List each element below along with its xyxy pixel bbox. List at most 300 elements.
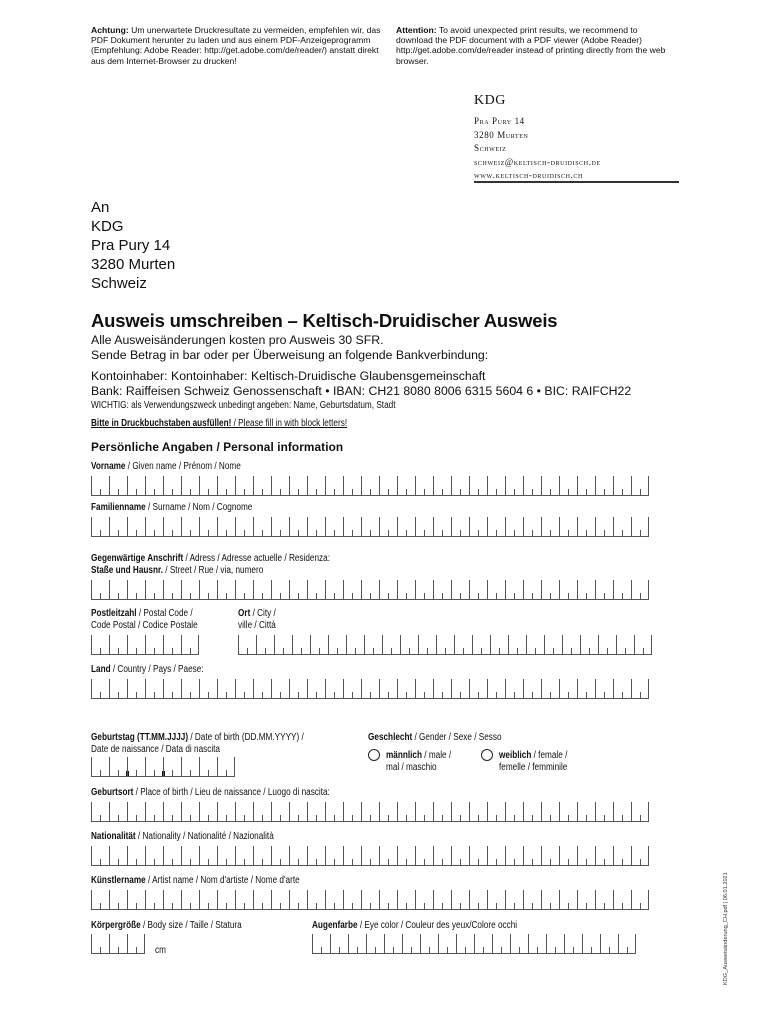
letter-box[interactable] — [235, 890, 253, 910]
letter-box[interactable] — [361, 679, 379, 699]
letter-box[interactable] — [199, 757, 217, 777]
letter-box[interactable] — [307, 476, 325, 496]
letter-box[interactable] — [163, 679, 181, 699]
gender-female-radio[interactable] — [481, 749, 493, 761]
letter-box[interactable] — [544, 635, 562, 655]
letter-box[interactable] — [379, 580, 397, 600]
letter-box[interactable] — [109, 580, 127, 600]
letter-box[interactable] — [109, 890, 127, 910]
letter-box[interactable] — [127, 679, 145, 699]
letter-box[interactable] — [217, 890, 235, 910]
letter-box[interactable] — [366, 934, 384, 954]
letter-box[interactable] — [577, 476, 595, 496]
letter-box[interactable] — [325, 890, 343, 910]
letter-box[interactable] — [109, 802, 127, 822]
letter-box[interactable] — [508, 635, 526, 655]
letter-box[interactable] — [559, 580, 577, 600]
letter-box[interactable] — [505, 802, 523, 822]
letter-box[interactable] — [163, 635, 181, 655]
letter-box[interactable] — [91, 476, 109, 496]
letter-box[interactable] — [595, 580, 613, 600]
letter-box[interactable] — [127, 476, 145, 496]
letter-box[interactable] — [469, 802, 487, 822]
letter-box[interactable] — [91, 890, 109, 910]
letter-box[interactable] — [433, 679, 451, 699]
letter-box[interactable] — [127, 517, 145, 537]
letter-box[interactable] — [559, 802, 577, 822]
label-bold: Geschlecht — [368, 732, 413, 743]
letter-box[interactable] — [325, 476, 343, 496]
recipient-line: Pra Pury 14 — [91, 237, 171, 254]
letter-box[interactable] — [595, 890, 613, 910]
letter-box[interactable] — [235, 580, 253, 600]
letter-box[interactable] — [541, 846, 559, 866]
letter-box[interactable] — [235, 802, 253, 822]
letter-box[interactable] — [487, 476, 505, 496]
letter-box[interactable] — [145, 757, 163, 777]
letter-box[interactable] — [343, 580, 361, 600]
letter-box[interactable] — [559, 890, 577, 910]
country-boxes[interactable] — [91, 679, 649, 699]
letter-box[interactable] — [613, 802, 631, 822]
letter-box[interactable] — [271, 679, 289, 699]
letter-box[interactable] — [397, 890, 415, 910]
letter-box[interactable] — [469, 580, 487, 600]
letter-box[interactable] — [505, 890, 523, 910]
letter-box[interactable] — [523, 679, 541, 699]
letter-box[interactable] — [325, 580, 343, 600]
letter-box[interactable] — [474, 934, 492, 954]
letter-box[interactable] — [559, 679, 577, 699]
letter-box[interactable] — [91, 679, 109, 699]
letter-box[interactable] — [145, 846, 163, 866]
given-name-boxes[interactable] — [91, 476, 649, 496]
letter-box[interactable] — [415, 476, 433, 496]
letter-box[interactable] — [91, 635, 109, 655]
letter-box[interactable] — [127, 757, 145, 777]
letter-box[interactable] — [613, 580, 631, 600]
letter-box[interactable] — [433, 846, 451, 866]
letter-box[interactable] — [217, 580, 235, 600]
letter-box[interactable] — [127, 802, 145, 822]
letter-box[interactable] — [307, 517, 325, 537]
letter-box[interactable] — [456, 934, 474, 954]
letter-box[interactable] — [127, 580, 145, 600]
letter-box[interactable] — [577, 580, 595, 600]
letter-box[interactable] — [181, 802, 199, 822]
letter-box[interactable] — [595, 517, 613, 537]
letter-box[interactable] — [145, 679, 163, 699]
letter-box[interactable] — [631, 517, 649, 537]
letter-box[interactable] — [420, 934, 438, 954]
label-bold: Gegenwärtige Anschrift — [91, 553, 184, 564]
dob-boxes[interactable] — [91, 757, 235, 777]
letter-box[interactable] — [109, 476, 127, 496]
notice-german — [91, 25, 381, 66]
gender-label — [368, 732, 502, 744]
letter-box[interactable] — [487, 580, 505, 600]
letter-box[interactable] — [271, 846, 289, 866]
letter-box[interactable] — [577, 890, 595, 910]
important-note: WICHTIG: als Verwendungszweck unbedingt angeben: Name, Geburtsdatum, Stadt — [91, 400, 396, 411]
artist-name-boxes[interactable] — [91, 890, 649, 910]
letter-box[interactable] — [487, 517, 505, 537]
letter-box[interactable] — [382, 635, 400, 655]
letter-box[interactable] — [451, 476, 469, 496]
letter-box[interactable] — [559, 846, 577, 866]
letter-box[interactable] — [582, 934, 600, 954]
letter-box[interactable] — [127, 934, 145, 954]
letter-box[interactable] — [109, 679, 127, 699]
letter-box[interactable] — [289, 802, 307, 822]
letter-box[interactable] — [235, 517, 253, 537]
letter-box[interactable] — [235, 679, 253, 699]
letter-box[interactable] — [415, 802, 433, 822]
letter-box[interactable] — [510, 934, 528, 954]
letter-box[interactable] — [109, 757, 127, 777]
letter-box[interactable] — [487, 802, 505, 822]
letter-box[interactable] — [526, 635, 544, 655]
letter-box[interactable] — [253, 846, 271, 866]
letter-box[interactable] — [181, 517, 199, 537]
letter-box[interactable] — [433, 476, 451, 496]
letter-box[interactable] — [307, 679, 325, 699]
letter-box[interactable] — [127, 846, 145, 866]
letter-box[interactable] — [217, 846, 235, 866]
letter-box[interactable] — [310, 635, 328, 655]
letter-box[interactable] — [91, 580, 109, 600]
letter-box[interactable] — [343, 890, 361, 910]
letter-box[interactable] — [415, 846, 433, 866]
letter-box[interactable] — [400, 635, 418, 655]
letter-box[interactable] — [523, 517, 541, 537]
letter-box[interactable] — [238, 635, 256, 655]
letter-box[interactable] — [618, 934, 636, 954]
letter-box[interactable] — [451, 517, 469, 537]
letter-box[interactable] — [343, 802, 361, 822]
letter-box[interactable] — [451, 802, 469, 822]
letter-box[interactable] — [634, 635, 652, 655]
letter-box[interactable] — [631, 476, 649, 496]
street-boxes[interactable] — [91, 580, 649, 600]
letter-box[interactable] — [580, 635, 598, 655]
street-label — [91, 565, 263, 577]
letter-box[interactable] — [253, 890, 271, 910]
letter-box[interactable] — [271, 802, 289, 822]
letter-box[interactable] — [361, 802, 379, 822]
birthplace-boxes[interactable] — [91, 802, 649, 822]
letter-box[interactable] — [595, 476, 613, 496]
letter-box[interactable] — [397, 802, 415, 822]
letter-box[interactable] — [109, 635, 127, 655]
letter-box[interactable] — [631, 846, 649, 866]
letter-box[interactable] — [469, 846, 487, 866]
letter-box[interactable] — [397, 476, 415, 496]
letter-box[interactable] — [271, 517, 289, 537]
gender-male-radio[interactable] — [368, 749, 380, 761]
letter-box[interactable] — [384, 934, 402, 954]
letter-box[interactable] — [361, 476, 379, 496]
surname-boxes[interactable] — [91, 517, 649, 537]
letter-box[interactable] — [469, 476, 487, 496]
letter-box[interactable] — [217, 517, 235, 537]
letter-box[interactable] — [541, 580, 559, 600]
letter-box[interactable] — [451, 580, 469, 600]
letter-box[interactable] — [613, 890, 631, 910]
letter-box[interactable] — [163, 802, 181, 822]
letter-box[interactable] — [217, 476, 235, 496]
letter-box[interactable] — [325, 846, 343, 866]
letter-box[interactable] — [145, 802, 163, 822]
letter-box[interactable] — [343, 679, 361, 699]
letter-box[interactable] — [523, 476, 541, 496]
letter-box[interactable] — [402, 934, 420, 954]
letter-box[interactable] — [418, 635, 436, 655]
letter-box[interactable] — [145, 635, 163, 655]
letter-box[interactable] — [397, 846, 415, 866]
letter-box[interactable] — [109, 517, 127, 537]
nationality-boxes[interactable] — [91, 846, 649, 866]
letter-box[interactable] — [307, 802, 325, 822]
letter-box[interactable] — [487, 846, 505, 866]
letter-box[interactable] — [253, 517, 271, 537]
letter-box[interactable] — [595, 846, 613, 866]
letter-box[interactable] — [541, 890, 559, 910]
letter-box[interactable] — [181, 679, 199, 699]
letter-box[interactable] — [541, 802, 559, 822]
letter-box[interactable] — [325, 802, 343, 822]
letter-box[interactable] — [181, 890, 199, 910]
letter-box[interactable] — [364, 635, 382, 655]
letter-box[interactable] — [235, 476, 253, 496]
eye-color-boxes[interactable] — [312, 934, 636, 954]
letter-box[interactable] — [490, 635, 508, 655]
letter-box[interactable] — [91, 802, 109, 822]
letter-box[interactable] — [181, 846, 199, 866]
letter-box[interactable] — [163, 757, 181, 777]
letter-box[interactable] — [379, 517, 397, 537]
letter-box[interactable] — [577, 846, 595, 866]
letter-box[interactable] — [469, 679, 487, 699]
letter-box[interactable] — [379, 679, 397, 699]
letter-box[interactable] — [379, 802, 397, 822]
letter-box[interactable] — [469, 890, 487, 910]
letter-box[interactable] — [256, 635, 274, 655]
letter-box[interactable] — [330, 934, 348, 954]
letter-box[interactable] — [379, 846, 397, 866]
letter-box[interactable] — [271, 890, 289, 910]
letter-box[interactable] — [379, 476, 397, 496]
letter-box[interactable] — [505, 679, 523, 699]
letter-box[interactable] — [613, 476, 631, 496]
letter-box[interactable] — [348, 934, 366, 954]
letter-box[interactable] — [631, 890, 649, 910]
letter-box[interactable] — [235, 846, 253, 866]
postal-code-boxes[interactable] — [91, 635, 199, 655]
letter-box[interactable] — [541, 517, 559, 537]
letter-box[interactable] — [528, 934, 546, 954]
letter-box[interactable] — [199, 580, 217, 600]
letter-box[interactable] — [199, 517, 217, 537]
letter-box[interactable] — [91, 846, 109, 866]
letter-box[interactable] — [546, 934, 564, 954]
letter-box[interactable] — [181, 757, 199, 777]
letter-box[interactable] — [325, 679, 343, 699]
letter-box[interactable] — [217, 802, 235, 822]
letter-box[interactable] — [253, 679, 271, 699]
letter-box[interactable] — [145, 517, 163, 537]
letter-box[interactable] — [91, 934, 109, 954]
letter-box[interactable] — [451, 890, 469, 910]
letter-box[interactable] — [523, 802, 541, 822]
letter-box[interactable] — [361, 846, 379, 866]
letter-box[interactable] — [505, 476, 523, 496]
letter-box[interactable] — [415, 679, 433, 699]
letter-box[interactable] — [415, 580, 433, 600]
letter-box[interactable] — [289, 679, 307, 699]
letter-box[interactable] — [631, 802, 649, 822]
label-rest: / Date of birth (DD.MM.YYYY) / — [188, 732, 304, 743]
letter-box[interactable] — [451, 679, 469, 699]
letter-box[interactable] — [253, 476, 271, 496]
letter-box[interactable] — [307, 580, 325, 600]
letter-box[interactable] — [577, 802, 595, 822]
letter-box[interactable] — [523, 846, 541, 866]
letter-box[interactable] — [562, 635, 580, 655]
letter-box[interactable] — [343, 517, 361, 537]
letter-box[interactable] — [564, 934, 582, 954]
letter-box[interactable] — [361, 580, 379, 600]
letter-box[interactable] — [289, 517, 307, 537]
letter-box[interactable] — [595, 802, 613, 822]
letter-box[interactable] — [397, 517, 415, 537]
letter-box[interactable] — [523, 890, 541, 910]
letter-box[interactable] — [505, 846, 523, 866]
letter-box[interactable] — [415, 890, 433, 910]
letter-box[interactable] — [397, 679, 415, 699]
letter-box[interactable] — [91, 517, 109, 537]
letter-box[interactable] — [289, 476, 307, 496]
letter-box[interactable] — [292, 635, 310, 655]
letter-box[interactable] — [469, 517, 487, 537]
block-letters-rest: / Please fill in with block letters! — [231, 418, 348, 429]
letter-box[interactable] — [181, 476, 199, 496]
letter-box[interactable] — [559, 517, 577, 537]
letter-box[interactable] — [600, 934, 618, 954]
letter-box[interactable] — [433, 517, 451, 537]
letter-box[interactable] — [433, 890, 451, 910]
letter-box[interactable] — [307, 846, 325, 866]
letter-box[interactable] — [598, 635, 616, 655]
letter-box[interactable] — [199, 890, 217, 910]
letter-box[interactable] — [454, 635, 472, 655]
letter-box[interactable] — [361, 517, 379, 537]
letter-box[interactable] — [438, 934, 456, 954]
letter-box[interactable] — [127, 890, 145, 910]
letter-box[interactable] — [343, 846, 361, 866]
letter-box[interactable] — [451, 846, 469, 866]
letter-box[interactable] — [577, 517, 595, 537]
letter-box[interactable] — [415, 517, 433, 537]
letter-box[interactable] — [559, 476, 577, 496]
letter-box[interactable] — [307, 890, 325, 910]
letter-box[interactable] — [289, 890, 307, 910]
letter-box[interactable] — [163, 517, 181, 537]
letter-box[interactable] — [127, 635, 145, 655]
height-boxes[interactable] — [91, 934, 145, 954]
letter-box[interactable] — [181, 580, 199, 600]
letter-box[interactable] — [217, 679, 235, 699]
letter-box[interactable] — [631, 580, 649, 600]
letter-box[interactable] — [274, 635, 292, 655]
letter-box[interactable] — [145, 890, 163, 910]
letter-box[interactable] — [163, 580, 181, 600]
letter-box[interactable] — [289, 580, 307, 600]
letter-box[interactable] — [253, 580, 271, 600]
letter-box[interactable] — [163, 890, 181, 910]
letter-box[interactable] — [163, 476, 181, 496]
letter-box[interactable] — [505, 517, 523, 537]
letter-box[interactable] — [163, 846, 181, 866]
letter-box[interactable] — [433, 802, 451, 822]
letter-box[interactable] — [436, 635, 454, 655]
letter-box[interactable] — [523, 580, 541, 600]
letter-box[interactable] — [472, 635, 490, 655]
letter-box[interactable] — [346, 635, 364, 655]
letter-box[interactable] — [199, 476, 217, 496]
letter-box[interactable] — [199, 679, 217, 699]
letter-box[interactable] — [541, 476, 559, 496]
letter-box[interactable] — [199, 802, 217, 822]
letter-box[interactable] — [181, 635, 199, 655]
letter-box[interactable] — [145, 580, 163, 600]
letter-box[interactable] — [217, 757, 235, 777]
letter-box[interactable] — [613, 679, 631, 699]
letter-box[interactable] — [109, 846, 127, 866]
letter-box[interactable] — [91, 757, 109, 777]
letter-box[interactable] — [577, 679, 595, 699]
letter-box[interactable] — [487, 890, 505, 910]
letter-box[interactable] — [361, 890, 379, 910]
sender-country: Schweiz — [474, 143, 507, 154]
letter-box[interactable] — [145, 476, 163, 496]
letter-box[interactable] — [253, 802, 271, 822]
letter-box[interactable] — [271, 580, 289, 600]
letter-box[interactable] — [613, 517, 631, 537]
label-rest: / City / — [250, 608, 276, 619]
letter-box[interactable] — [492, 934, 510, 954]
letter-box[interactable] — [325, 517, 343, 537]
city-boxes[interactable] — [238, 635, 652, 655]
letter-box[interactable] — [631, 679, 649, 699]
letter-box[interactable] — [487, 679, 505, 699]
letter-box[interactable] — [616, 635, 634, 655]
letter-box[interactable] — [343, 476, 361, 496]
letter-box[interactable] — [312, 934, 330, 954]
letter-box[interactable] — [109, 934, 127, 954]
letter-box[interactable] — [397, 580, 415, 600]
letter-box[interactable] — [433, 580, 451, 600]
letter-box[interactable] — [541, 679, 559, 699]
letter-box[interactable] — [328, 635, 346, 655]
letter-box[interactable] — [595, 679, 613, 699]
letter-box[interactable] — [613, 846, 631, 866]
letter-box[interactable] — [379, 890, 397, 910]
letter-box[interactable] — [289, 846, 307, 866]
letter-box[interactable] — [271, 476, 289, 496]
letter-box[interactable] — [199, 846, 217, 866]
letter-box[interactable] — [505, 580, 523, 600]
